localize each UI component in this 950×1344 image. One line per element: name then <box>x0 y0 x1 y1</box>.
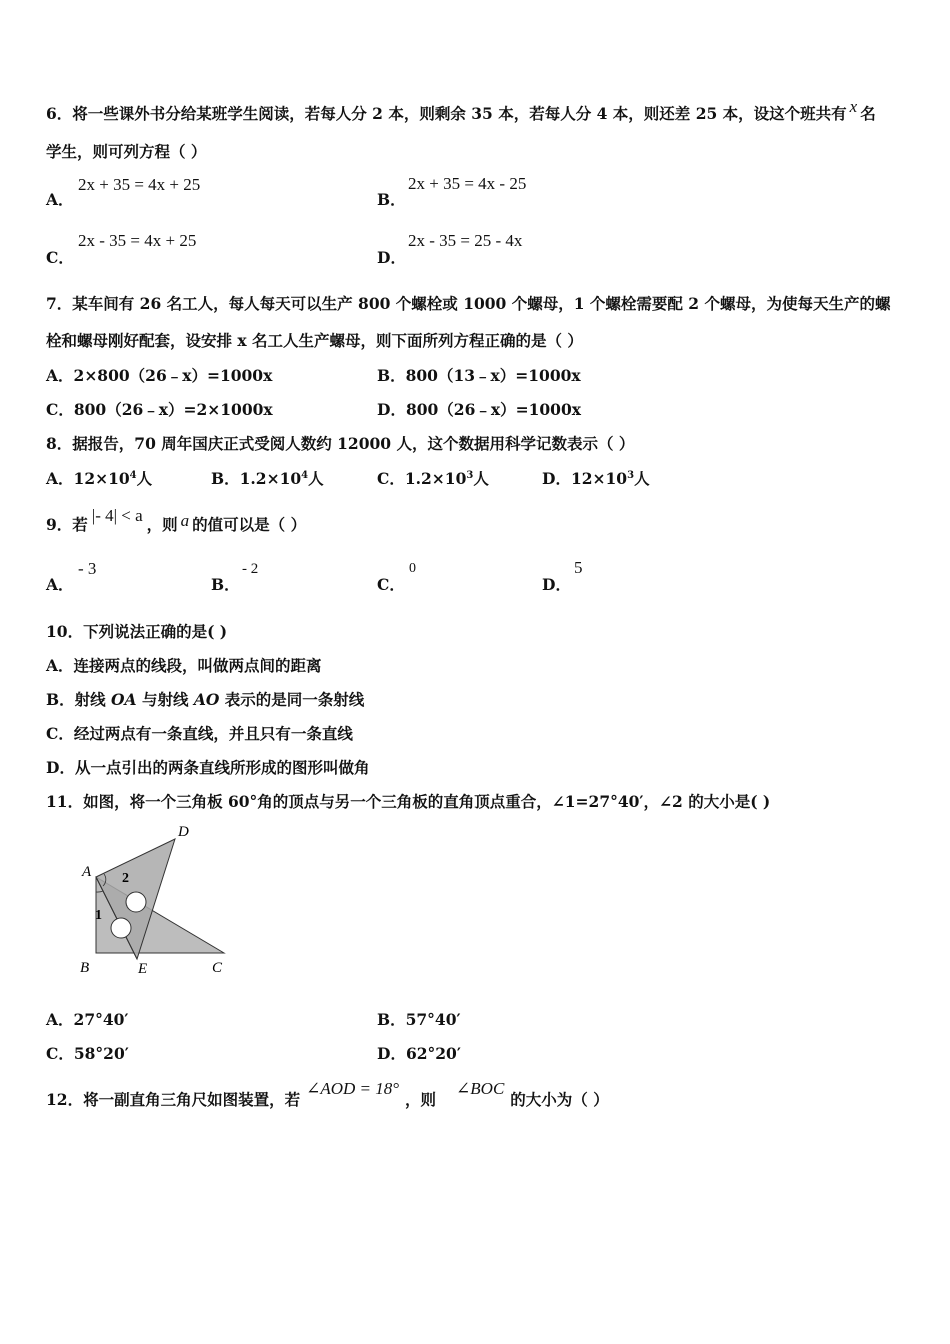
q6-var-x: x <box>849 97 858 116</box>
q6-stem-line2: 学生，则可列方程（ ） <box>46 142 207 161</box>
q6-option-a-label: A． <box>46 190 74 209</box>
q6-option-c-label: C． <box>46 248 74 267</box>
q8-stem: 8．据报告，70 周年国庆正式受阅人数约 12000 人，这个数据用科学记数表示（ ） <box>46 434 635 453</box>
triangle-hole-2 <box>111 918 131 938</box>
q9-mid: ，则 <box>146 515 178 534</box>
q9-prefix: 9．若 <box>46 515 88 534</box>
q7-option-b: B．800（13﹣x）=1000x <box>377 366 581 385</box>
q7-stem-line2: 栓和螺母刚好配套，设安排 x 名工人生产螺母，则下面所列方程正确的是（ ） <box>46 331 583 350</box>
q8-option-b: B．$1.2\times 10^4$人 <box>211 469 324 488</box>
q8-option-d: D．$12\times 10^3$人 <box>542 469 650 488</box>
label-a: A <box>82 864 92 880</box>
q8-option-c: C．$1.2\times 10^3$人 <box>377 469 489 488</box>
q12-stem <box>46 1079 609 1110</box>
q6-option-b-label: B． <box>377 190 406 209</box>
q9-stem <box>46 506 307 535</box>
q6-option-a-equation: 2x + 35 = 4x + 25 <box>78 175 201 194</box>
q7-option-c: C．800（26﹣x）=2×1000x <box>46 400 273 419</box>
q11-option-b: B．57°40′ <box>377 1010 461 1029</box>
q7-stem-line1: 7．某车间有 26 名工人，每人每天可以生产 800 个螺栓或 1000 个螺母，1 个螺栓需要配 2 个螺母，为使每天生产的螺 <box>46 294 891 313</box>
q12-angle-aod: ∠AOD = 18° <box>306 1079 400 1098</box>
q7-option-a: A．2×800（26﹣x）=1000x <box>46 366 273 385</box>
q11-option-a: A．27°40′ <box>46 1010 129 1029</box>
q11-stem: 11．如图，将一个三角板 60°角的顶点与另一个三角板的直角顶点重合，∠1=27°40′，∠2 的大小是( ) <box>46 792 771 811</box>
q8-option-a: A．$12\times 10^4$人 <box>46 469 153 488</box>
q10-stem: 10．下列说法正确的是( ) <box>46 622 228 641</box>
q9-option-d-value: 5 <box>574 558 583 577</box>
q6-stem-tail: 名 <box>860 104 876 123</box>
q6-option-b-equation: 2x + 35 = 4x - 25 <box>408 174 527 193</box>
label-c: C <box>212 960 223 976</box>
q7-option-d: D．800（26﹣x）=1000x <box>377 400 581 419</box>
q12-angle-boc: ∠BOC <box>456 1079 505 1098</box>
q10-option-b: B．射线 OA 与射线 AO 表示的是同一条射线 <box>46 690 365 709</box>
label-e: E <box>138 961 148 977</box>
q9-option-d-label: D． <box>542 575 571 594</box>
q9-option-b-value: - 2 <box>242 561 259 577</box>
q9-option-c-label: C． <box>377 575 405 594</box>
q12-suffix: 的大小为（ ） <box>510 1090 609 1109</box>
q11-option-d: D．62°20′ <box>377 1044 461 1063</box>
q9-suffix: 的值可以是（ ） <box>192 515 307 534</box>
q12-prefix: 12．将一副直角三角尺如图装置，若 <box>46 1090 301 1109</box>
q6-option-c-equation: 2x - 35 = 4x + 25 <box>78 231 197 250</box>
q9-inequality: |- 4| < a <box>91 506 143 525</box>
label-angle-1: 1 <box>95 908 102 923</box>
q9-option-a-label: A． <box>46 575 74 594</box>
q9-var-a: a <box>180 511 190 530</box>
q11-option-c: C．58°20′ <box>46 1044 129 1063</box>
q9-option-a-value: - 3 <box>78 559 97 578</box>
q6-option-d-label: D． <box>377 248 406 267</box>
label-b: B <box>80 960 90 976</box>
q10-option-c: C．经过两点有一条直线，并且只有一条直线 <box>46 724 353 743</box>
q10-option-a: A．连接两点的线段，叫做两点间的距离 <box>46 656 322 675</box>
q10-option-d: D．从一点引出的两条直线所形成的图形叫做角 <box>46 758 370 777</box>
q6-option-d-equation: 2x - 35 = 25 - 4x <box>408 231 523 250</box>
label-angle-2: 2 <box>122 871 129 886</box>
q11-triangle-figure <box>78 822 238 982</box>
q9-option-b-label: B． <box>211 575 240 594</box>
triangle-hole-1 <box>126 892 146 912</box>
q12-mid: ，则 <box>405 1090 437 1109</box>
label-d: D <box>178 824 189 840</box>
q9-option-c-value: 0 <box>409 561 416 576</box>
q6-stem-text: 6．将一些课外书分给某班学生阅读，若每人分 2 本，则剩余 35 本，若每人分 4 本，则还差 25 本，设这个班共有 <box>46 104 847 123</box>
q6-stem-line1 <box>46 97 876 124</box>
